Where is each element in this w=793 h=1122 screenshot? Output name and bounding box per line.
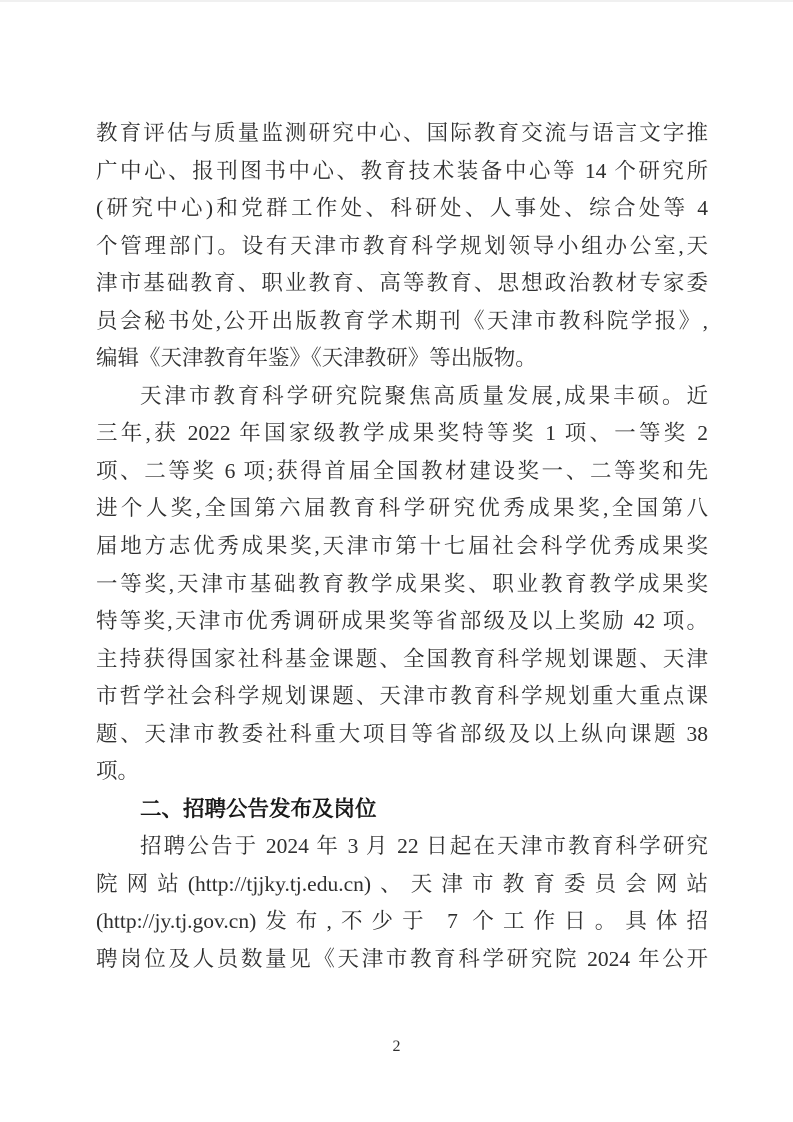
text-line: 市哲学社会科学规划课题、天津市教育科学规划重大重点课 xyxy=(96,684,708,709)
text-line: 届地方志优秀成果奖,天津市第十七届社会科学优秀成果奖 xyxy=(96,534,708,559)
text-line: 招聘公告于 2024 年 3 月 22 日起在天津市教育科学研究 xyxy=(140,834,708,859)
text-line: 天津市教育科学研究院聚焦高质量发展,成果丰硕。近 xyxy=(140,383,708,408)
page-number: 2 xyxy=(392,1038,401,1055)
text-line: 津市基础教育、职业教育、高等教育、思想政治教材专家委 xyxy=(96,271,708,296)
text-line: 项、二等奖 6 项;获得首届全国教材建设奖一、二等奖和先 xyxy=(96,458,708,483)
text-line: 聘岗位及人员数量见《天津市教育科学研究院 2024 年公开 xyxy=(96,947,708,972)
text-line: 编辑《天津教育年鉴》《天津教研》等出版物。 xyxy=(96,346,537,371)
text-line: 广中心、报刊图书中心、教育技术装备中心等 14 个研究所 xyxy=(96,158,708,183)
text-line: 院网站(http://tjjky.tj.edu.cn)、天津市教育委员会网站 xyxy=(96,871,708,896)
text-line: 进个人奖,全国第六届教育科学研究优秀成果奖,全国第八 xyxy=(96,496,708,521)
text-line: 三年,获 2022 年国家级教学成果奖特等奖 1 项、一等奖 2 xyxy=(96,421,708,446)
text-line: 一等奖,天津市基础教育教学成果奖、职业教育教学成果奖 xyxy=(96,571,708,596)
text-line: (http://jy.tj.gov.cn)发布,不少于 7 个工作日。具体招 xyxy=(96,909,708,934)
section-heading: 二、招聘公告发布及岗位 xyxy=(140,796,377,821)
text-line: 员会秘书处,公开出版教育学术期刊《天津市教科院学报》, xyxy=(96,308,708,333)
text-line: 主持获得国家社科基金课题、全国教育科学规划课题、天津 xyxy=(96,646,708,671)
text-line: 项。 xyxy=(96,759,140,784)
text-line: 教育评估与质量监测研究中心、国际教育交流与语言文字推 xyxy=(96,121,708,145)
text-line: 题、天津市教委社科重大项目等省部级及以上纵向课题 38 xyxy=(96,721,708,746)
text-line: 个管理部门。设有天津市教育科学规划领导小组办公室,天 xyxy=(96,233,708,258)
text-line: (研究中心)和党群工作处、科研处、人事处、综合处等 4 xyxy=(96,196,708,221)
text-line: 特等奖,天津市优秀调研成果奖等省部级及以上奖励 42 项。 xyxy=(96,609,708,634)
document-body xyxy=(96,115,708,979)
